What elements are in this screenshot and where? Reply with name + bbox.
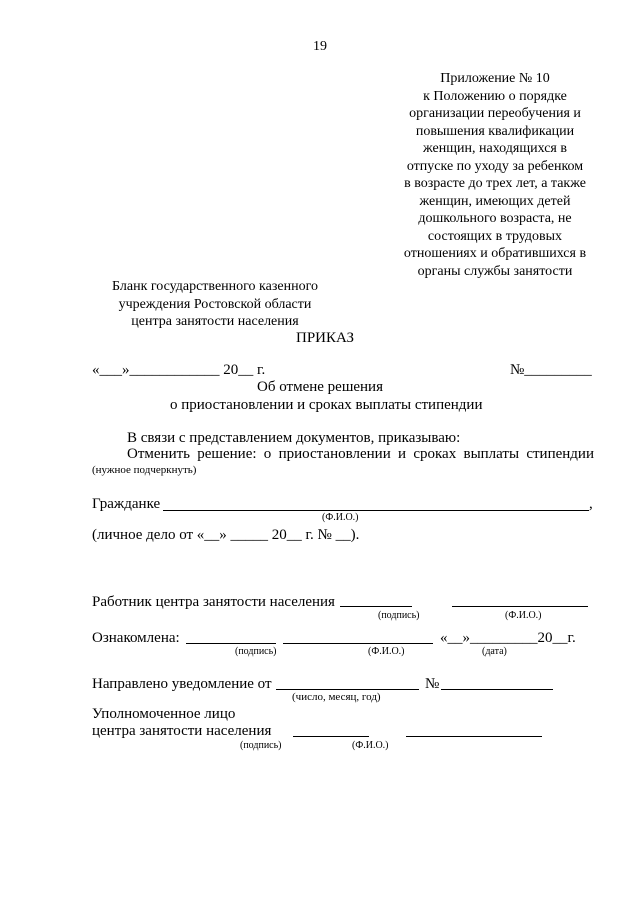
appendix-line: повышения квалификации — [415, 123, 575, 139]
worker-sign-caption: (подпись) — [378, 610, 420, 621]
order-title: ПРИКАЗ — [296, 330, 354, 346]
auth-sign-caption: (подпись) — [240, 740, 282, 751]
appendix-line: состоящих в трудовых — [427, 228, 563, 244]
appendix-line: в возрасте до трех лет, а также — [404, 176, 586, 191]
citizen-name-line — [163, 510, 589, 511]
letterhead-line: учреждения Ростовской области — [118, 296, 312, 312]
notice-caption: (число, месяц, год) — [292, 691, 381, 703]
citizen-comma: , — [589, 496, 593, 512]
personal-file-line: (личное дело от «__» _____ 20__ г. № __). — [92, 527, 360, 543]
appendix-line: женщин, имеющих детей — [419, 193, 571, 209]
order-date: «___»____________ 20__ г. — [92, 362, 266, 378]
acq-fio-caption: (Ф.И.О.) — [368, 646, 405, 657]
cancel-decision-text: Отменить решение: о приостановлении и сроках выплаты стипендии — [127, 446, 594, 462]
worker-sign-line — [340, 606, 412, 607]
acq-sign-caption: (подпись) — [235, 646, 277, 657]
notice-date-line — [276, 689, 419, 690]
appendix-line: к Положению о порядке — [423, 88, 567, 104]
appendix-line: отношениях и обратившихся в — [403, 246, 587, 261]
subject-line-2: о приостановлении и сроках выплаты стипендии — [170, 397, 483, 413]
appendix-line: организации переобучения и — [409, 106, 581, 121]
authorized-line-2: центра занятости населения — [92, 723, 272, 739]
acq-date: «__»_________20__г. — [440, 630, 576, 646]
appendix-line: органы службы занятости — [417, 263, 573, 279]
intro-text: В связи с представлением документов, приказываю: — [127, 430, 461, 446]
auth-fio-line — [406, 736, 542, 737]
worker-fio-line — [452, 606, 588, 607]
order-number: №_________ — [510, 362, 592, 378]
letterhead-block — [80, 278, 350, 331]
appendix-line: женщин, находящихся в — [423, 141, 567, 156]
auth-sign-line — [293, 736, 369, 737]
appendix-block — [388, 70, 602, 280]
letterhead-line: Бланк государственного казенного — [112, 279, 318, 294]
appendix-line: отпуске по уходу за ребенком — [406, 158, 584, 174]
notice-number-sign: № — [425, 676, 440, 692]
notice-number-line — [441, 689, 553, 690]
acq-sign-line — [186, 643, 276, 644]
appendix-line: дошкольного возраста, не — [418, 211, 572, 226]
page-number: 19 — [313, 39, 327, 54]
worker-label: Работник центра занятости населения — [92, 594, 335, 610]
auth-fio-caption: (Ф.И.О.) — [352, 740, 389, 751]
acq-fio-line — [283, 643, 433, 644]
worker-fio-caption: (Ф.И.О.) — [505, 610, 542, 621]
letterhead-line: центра занятости населения — [131, 314, 299, 329]
citizen-label: Гражданке — [92, 496, 161, 512]
citizen-fio-caption: (Ф.И.О.) — [322, 512, 359, 523]
subject-line-1: Об отмене решения — [257, 379, 383, 395]
acq-date-caption: (дата) — [482, 646, 507, 657]
underline-hint: (нужное подчеркнуть) — [92, 464, 197, 476]
notice-label: Направлено уведомление от — [92, 676, 272, 692]
authorized-line-1: Уполномоченное лицо — [92, 706, 236, 722]
acquainted-label: Ознакомлена: — [92, 630, 180, 646]
appendix-line: Приложение № 10 — [440, 71, 550, 86]
